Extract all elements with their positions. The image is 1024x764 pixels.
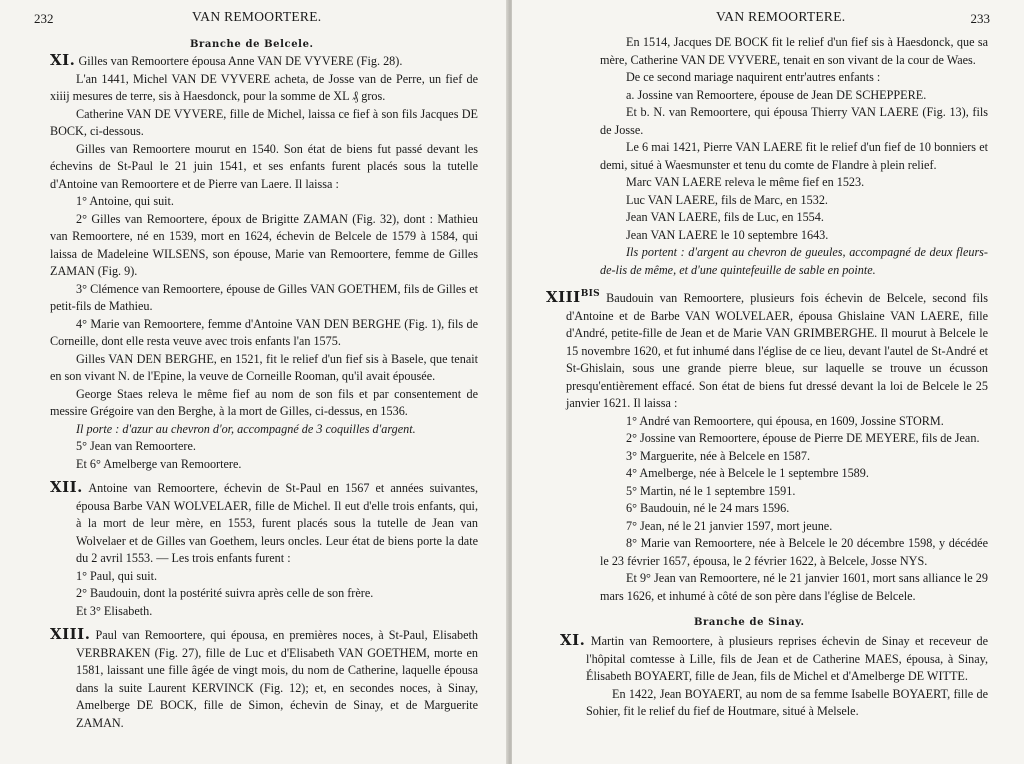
list-item: 3° Clémence van Remoortere, épouse de Gilles VAN GOETHEM, fils de Gilles et petit-fils de Mathieu. [50,281,478,313]
page-number: 232 [34,11,54,26]
list-item: 2° Baudouin, dont la postérité suivra après celle de son frère. [76,586,374,600]
generation-numeral [546,288,600,306]
paragraph: Le 6 mai 1421, Pierre VAN LAERE fit le relief d'un fief de 10 bonniers et demi, situé à Waesmunster et tenu du comte de Flandre à plein relief. [600,140,988,172]
list-item: 8° Marie van Remoortere, née à Belcele le 20 décembre 1598, y décédée le 23 février 1657, épousa, le 2 février 1622, à Belcele, Josse NYS. [600,536,988,568]
paragraph: Jean VAN LAERE le 10 septembre 1643. [626,227,829,242]
right-text-top [600,34,988,279]
paragraph [50,52,478,71]
section-subheading: Branche de Belcele. [190,39,314,50]
list-item: Et 6° Amelberge van Remoortere. [76,456,242,471]
paragraph: De ce second mariage naquirent entr'autres enfants : [626,70,881,84]
list-item: 5° Martin, né le 1 septembre 1591. [626,483,796,498]
list-item: 5° Jean van Remoortere. [76,439,196,453]
list-item: Et 9° Jean van Remoortere, né le 21 janvier 1601, mort sans alliance le 29 mars 1626, et inhumé à côté de son père dans l'église de Belcele. [600,571,988,603]
generation-numeral: XI. [50,51,76,69]
generation-numeral: XI. [560,631,586,649]
paragraph: Gilles van Remoortere mourut en 1540. Son état de biens fut passé devant les échevins de St-Paul le 21 juin 1541, et ses enfants furent placés sous la tutelle d'Antoine van Remoortere et de Pierre van Laere. Il laissa : [50,141,478,191]
paragraph: Gilles VAN DEN BERGHE, en 1521, fit le relief d'un fief sis à Basele, que tenait en son vivant N. de l'Epine, la veuve de Corneille Rooman, qu'il avait épousée. [50,351,478,383]
paragraph [534,632,988,686]
paragraph: Marc VAN LAERE releva le même fief en 1523. [626,175,865,189]
paragraph-text: Antoine van Remoortere, échevin de St-Paul en 1567 et années suivantes, épousa Barbe VAN WOLVELAER, fille de Michel. Il eut d'elle trois enfants, qui, à la mort de leur mère, en 1553, furent placés sous la tutelle de Jean van Wolvelaer et de Gilles van Goethem, leurs oncles. Leur état de biens porte la date du 2 avril 1553. — Les trois enfants furent : [76,481,478,565]
list-item: 3° Marguerite, née à Belcele en 1587. [626,448,811,463]
paragraph-text: Gilles van Remoortere épousa Anne VAN DE VYVERE (Fig. 28). [78,54,403,68]
running-head: VAN REMOORTERE. [192,9,322,24]
blazon [600,244,988,279]
running-head: VAN REMOORTERE. [716,9,846,24]
list-item: Et b. N. van Remoortere, qui épousa Thierry VAN LAERE (Fig. 13), fils de Josse. [600,105,988,137]
paragraph: L'an 1441, Michel VAN DE VYVERE acheta, de Josse van de Perre, un fief de xiiij mesures de terre, sis à Haesdonck, pour la somme de XL ₰ gros. [50,71,478,103]
paragraph: Catherine VAN DE VYVERE, fille de Michel, laissa ce fief à son fils Jacques DE BOCK, ci-dessous. [50,106,478,138]
paragraph: En 1422, Jean BOYAERT, au nom de sa femme Isabelle BOYAERT, fille de Sohier, fit le relief du fief de Houtmare, situé à Melsele. [586,686,988,718]
paragraph [546,286,988,413]
blazon [50,421,478,439]
right-text-bis [546,286,988,605]
blazon-text: Ils portent : d'argent au chevron de gueules, accompagné de deux fleurs-de-lis de même, et d'une quintefeuille de sable en pointe. [600,245,988,277]
left-page [0,0,508,764]
list-item: 4° Marie van Remoortere, femme d'Antoine VAN DEN BERGHE (Fig. 1), fils de Corneille, dont elle resta veuve avec trois enfants l'an 1575. [50,316,478,348]
paragraph: George Staes releva le même fief au nom de son fils et par consentement de messire Grégoire van den Berghe, à la mort de Gilles, ci-dessus, en 1536. [50,386,478,418]
left-text-column [50,52,478,732]
blazon-text: Il porte : d'azur au chevron d'or, accompagné de 3 coquilles d'argent. [76,421,416,436]
generation-numeral: XIII. [50,625,91,643]
paragraph-text: Martin van Remoortere, à plusieurs reprises échevin de Sinay et receveur de l'hôpital comtesse à Lille, fils de Jean et de Catherine MAES, épousa, à Sinay, Élisabeth BOYAERT, fille de Jean, fils de Michel et d'Amelberge DE WITTE. [586,634,989,683]
paragraph-text: Paul van Remoortere, qui épousa, en premières noces, à St-Paul, Elisabeth VERBRAKEN (Fig. 27), fille de Luc et d'Elisabeth VAN GOETHEM, morte en 1581, laissant une fille âgée de vingt mois, du nom de Catherine, laquelle épousa dans la suite Laurent KERVINCK (Fig. 12); et, en secondes noces, à Sinay, Amelberge DE BOCK, fille de Simon, échevin de Sinay, et de Marguerite ZAMAN. [76,628,478,730]
list-item: 1° Antoine, qui suit. [76,194,174,208]
list-item: 2° Gilles van Remoortere, époux de Brigitte ZAMAN (Fig. 32), dont : Mathieu van Remoortere, né en 1539, mort en 1624, échevin de Belcele de 1579 à 1584, qui laissa de Madeleine WILSENS, son épouse, Marie van Remoortere, femme de Gilles ZAMAN (Fig. 9). [50,211,478,278]
list-item: 6° Baudouin, né le 24 mars 1596. [626,501,790,515]
list-item: a. Jossine van Remoortere, épouse de Jean DE SCHEPPERE. [626,87,927,102]
list-item: 1° Paul, qui suit. [76,568,158,583]
right-text-sinay [534,632,988,721]
right-page [512,0,1024,764]
generation-numeral: XII. [50,478,83,496]
paragraph: Luc VAN LAERE, fils de Marc, en 1532. [626,192,828,207]
paragraph [50,626,478,732]
list-item: 4° Amelberge, née à Belcele le 1 septembre 1589. [626,466,869,480]
bis-superscript: BIS [580,289,600,299]
page-number: 233 [970,11,990,26]
list-item: 1° André van Remoortere, qui épousa, en 1609, Jossine STORM. [626,413,944,428]
list-item: 2° Jossine van Remoortere, épouse de Pierre DE MEYERE, fils de Jean. [626,431,980,445]
paragraph: Jean VAN LAERE, fils de Luc, en 1554. [626,210,824,224]
generation-numeral-text: XIII [546,288,581,306]
list-item: Et 3° Elisabeth. [76,603,153,618]
section-subheading: Branche de Sinay. [694,617,805,628]
list-item: 7° Jean, né le 21 janvier 1597, mort jeune. [626,518,833,533]
paragraph [50,479,478,568]
paragraph: En 1514, Jacques DE BOCK fit le relief d'un fief sis à Haesdonck, que sa mère, Catherine VAN DE VYVERE, tenait en son vivant de la cour de Waes. [600,35,988,67]
children-list [546,413,988,606]
paragraph-text: Baudouin van Remoortere, plusieurs fois échevin de Belcele, second fils d'Antoine et de Barbe VAN WOLVELAER, épousa Ghislaine VAN LAERE, fille d'André, petite-fille de Jean et de Marie VAN GRIMBERGHE. Il mourut à Belcele le 15 novembre 1620, et fut inhumé dans l'église de ce lieu, devant l'autel de St-André et St-Ghislain, sous une grande pierre bleue, sur laquelle se trouve un écusson presqu'entièrement effacé. Son état de biens fut dressé devant la loi de Belcele le 25 janvier 1621. Il laissa : [566,291,988,410]
